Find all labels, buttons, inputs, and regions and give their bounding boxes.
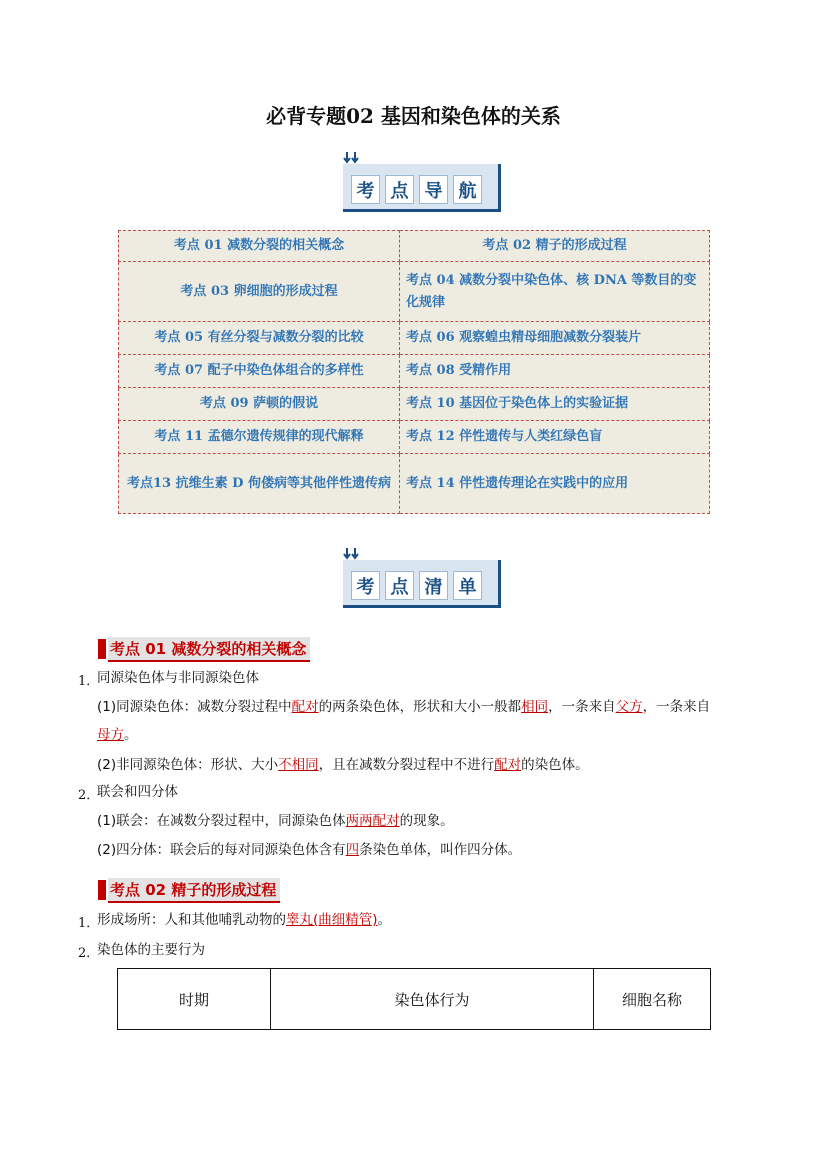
item-number: 2．: [78, 946, 100, 961]
paragraph: [97, 811, 454, 831]
nav-cell[interactable]: 考点 08 受精作用: [400, 355, 710, 388]
item-title: 染色体的主要行为: [97, 942, 205, 958]
keyword: 两两配对: [345, 813, 400, 829]
paragraph: [97, 840, 521, 860]
text: ，一条来自: [548, 699, 616, 715]
paragraph: [97, 697, 710, 717]
keyword: 不相同: [278, 757, 319, 773]
item-title: 同源染色体与非同源染色体: [97, 670, 259, 686]
text: 形成场所：人和其他哺乳动物的: [97, 912, 286, 928]
text: 。: [124, 727, 138, 743]
text: ，一条来自: [642, 699, 711, 715]
item-title: 联会和四分体: [97, 784, 178, 800]
banner-char: 单: [453, 571, 482, 600]
text: (2)非同源染色体：形状、大小: [97, 757, 279, 773]
table-header: 细胞名称: [594, 969, 711, 1030]
nav-cell[interactable]: 考点13 抗维生素 D 佝偻病等其他伴性遗传病: [119, 454, 400, 514]
text: 条染色单体，叫作四分体。: [359, 842, 522, 858]
banner-char: 航: [453, 175, 482, 204]
nav-cell[interactable]: 考点 06 观察蝗虫精母细胞减数分裂装片: [400, 322, 710, 355]
item-number: 2．: [78, 788, 100, 803]
item-number: 1．: [78, 674, 100, 689]
list-banner: [341, 548, 505, 612]
item-number: 1．: [78, 916, 100, 931]
banner-char: 清: [419, 571, 448, 600]
topic-nav-table: [118, 230, 710, 514]
text: (1)联会：在减数分裂过程中，同源染色体: [97, 813, 346, 829]
nav-cell[interactable]: 考点 11 孟德尔遗传规律的现代解释: [119, 421, 400, 454]
nav-cell[interactable]: 考点 12 伴性遗传与人类红绿色盲: [400, 421, 710, 454]
section-heading-text: 考点 01 减数分裂的相关概念: [108, 637, 310, 662]
text: (2)四分体：联会后的每对同源染色体含有: [97, 842, 346, 858]
keyword: 睾丸(曲细精管): [286, 912, 378, 928]
text: 的现象。: [399, 813, 454, 829]
keyword: 配对: [291, 699, 319, 715]
nav-banner: [341, 152, 505, 216]
section-heading: [98, 638, 310, 660]
text: ，且在减数分裂过程中不进行: [318, 757, 495, 773]
banner-char: 导: [419, 175, 448, 204]
nav-cell[interactable]: 考点 01 减数分裂的相关概念: [119, 231, 400, 262]
table-header: 染色体行为: [271, 969, 594, 1030]
table-header: 时期: [118, 969, 271, 1030]
page-title: 必背专题02 基因和染色体的关系: [266, 104, 561, 128]
nav-cell[interactable]: 考点 02 精子的形成过程: [400, 231, 710, 262]
nav-cell[interactable]: 考点 14 伴性遗传理论在实践中的应用: [400, 454, 710, 514]
text: 的染色体。: [521, 757, 589, 773]
banner-char: 考: [351, 571, 380, 600]
heading-bar: [98, 639, 106, 659]
text: 的两条染色体，形状和大小一般都: [318, 699, 522, 715]
keyword: 四: [345, 842, 360, 858]
nav-cell[interactable]: 考点 05 有丝分裂与减数分裂的比较: [119, 322, 400, 355]
nav-cell[interactable]: 考点 04 减数分裂中染色体、核 DNA 等数目的变化规律: [400, 262, 710, 322]
paragraph: [97, 910, 391, 930]
banner-char: 考: [351, 175, 380, 204]
text: (1)同源染色体：减数分裂过程中: [97, 699, 292, 715]
nav-cell[interactable]: 考点 07 配子中染色体组合的多样性: [119, 355, 400, 388]
section-heading-text: 考点 02 精子的形成过程: [108, 878, 280, 903]
keyword: 相同: [521, 699, 549, 715]
chromosome-behavior-table: [117, 968, 711, 1030]
keyword: 配对: [494, 757, 522, 773]
paragraph: [97, 755, 589, 775]
paragraph: [97, 725, 138, 745]
nav-cell[interactable]: 考点 03 卵细胞的形成过程: [119, 262, 400, 322]
banner-char: 点: [385, 175, 414, 204]
heading-bar: [98, 880, 106, 900]
section-heading: [98, 879, 280, 901]
nav-cell[interactable]: 考点 10 基因位于染色体上的实验证据: [400, 388, 710, 421]
keyword: 母方: [97, 727, 124, 743]
banner-char: 点: [385, 571, 414, 600]
nav-cell[interactable]: 考点 09 萨顿的假说: [119, 388, 400, 421]
keyword: 父方: [615, 699, 643, 715]
text: 。: [377, 912, 392, 928]
